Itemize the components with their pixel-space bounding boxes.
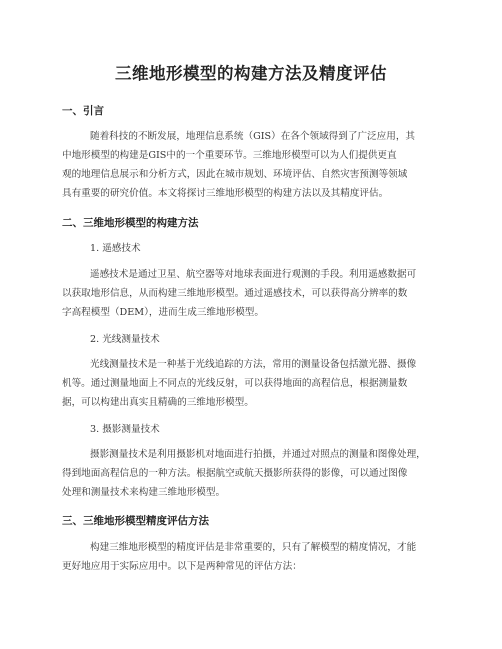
section-heading-intro: 一、引言 — [62, 105, 104, 117]
paragraph-line: 具有重要的研究价值。本文将探讨三维地形模型的构建方法以及其精度评估。 — [62, 188, 389, 199]
paragraph-line: 随着科技的不断发展，地理信息系统（GIS）在各个领域得到了广泛应用，其 — [90, 131, 416, 142]
paragraph-line: 处理和测量技术来构建三维地形模型。 — [62, 487, 226, 498]
paragraph-line: 观的地理信息展示和分析方式，因此在城市规划、环境评估、自然灾害预测等领域 — [62, 169, 408, 180]
paragraph-line: 更好地应用于实际应用中。以下是两种常见的评估方法： — [62, 561, 302, 572]
paragraph-line: 摄影测量技术是利用摄影机对地面进行拍摄，并通过对照点的测量和图像处理， — [90, 449, 426, 460]
paragraph-line: 中地形模型的构建是GIS中的一个重要环节。三维地形模型可以为人们提供更直 — [62, 150, 397, 161]
section-heading-accuracy: 三、三维地形模型精度评估方法 — [62, 515, 209, 527]
paragraph-line: 字高程模型（DEM），进而生成三维地形模型。 — [62, 307, 264, 318]
paragraph-line: 以获取地形信息，从而构建三维地形模型。通过遥感技术，可以获得高分辨率的数 — [62, 288, 408, 299]
subsection-label-photogrammetry: 3. 摄影测量技术 — [90, 424, 160, 435]
subsection-label-remote-sensing: 1. 遥感技术 — [90, 243, 141, 254]
paragraph-line: 构建三维地形模型的精度评估是非常重要的，只有了解模型的精度情况，才能 — [90, 542, 417, 553]
paragraph-line: 机等。通过测量地面上不同点的光线反射，可以获得地面的高程信息，根据测量数 — [62, 378, 408, 389]
paragraph-line: 得到地面高程信息的一种方法。根据航空或航天摄影所获得的影像，可以通过图像 — [62, 468, 408, 479]
paragraph-line: 光线测量技术是一种基于光线追踪的方法，常用的测量设备包括激光器、摄像 — [90, 359, 417, 370]
paragraph-line: 遥感技术是通过卫星、航空器等对地球表面进行观测的手段。利用遥感数据可 — [90, 269, 417, 280]
page-title: 三维地形模型的构建方法及精度评估 — [115, 64, 387, 83]
section-heading-methods: 二、三维地形模型的构建方法 — [62, 217, 199, 229]
paragraph-line: 据，可以构建出真实且精确的三维地形模型。 — [62, 397, 254, 408]
subsection-label-light-measurement: 2. 光线测量技术 — [90, 334, 160, 345]
